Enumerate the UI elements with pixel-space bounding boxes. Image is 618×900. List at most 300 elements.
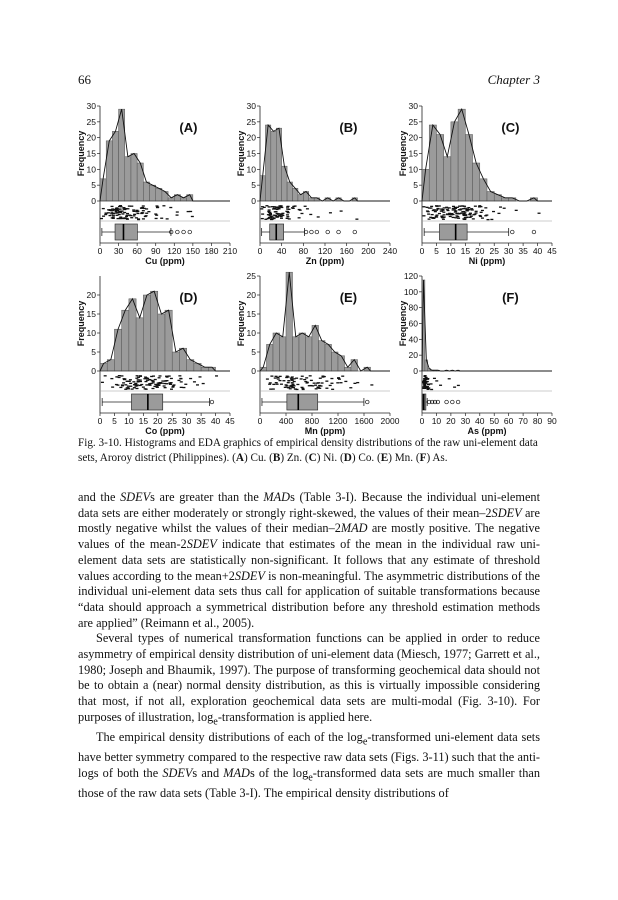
rug-mark bbox=[449, 216, 452, 217]
rug-mark bbox=[133, 387, 136, 388]
rug-mark bbox=[422, 215, 425, 216]
outlier-point bbox=[353, 230, 357, 234]
y-tick-label: 100 bbox=[403, 286, 418, 297]
x-tick-label: 800 bbox=[304, 416, 320, 426]
rug-mark bbox=[443, 214, 446, 215]
rug-mark bbox=[280, 214, 283, 215]
y-tick-label: 0 bbox=[91, 366, 96, 376]
paragraph-3 bbox=[78, 730, 540, 802]
y-axis-label: Frequency bbox=[76, 300, 86, 347]
text-run: are mostly positive. The negative values of the mean-2 bbox=[78, 521, 540, 552]
rug-mark bbox=[134, 383, 137, 384]
text-run: and the bbox=[78, 490, 121, 504]
rug-mark bbox=[122, 382, 125, 383]
rug-mark bbox=[275, 211, 278, 212]
rug-mark bbox=[126, 213, 129, 214]
x-tick-label: 0 bbox=[257, 246, 263, 256]
rug-mark bbox=[329, 385, 332, 386]
y-tick-label: 15 bbox=[408, 148, 418, 159]
rug-mark bbox=[154, 379, 157, 380]
rug-mark bbox=[463, 211, 466, 212]
rug-mark bbox=[426, 210, 429, 211]
rug-mark bbox=[142, 218, 145, 219]
histogram-bar bbox=[286, 272, 293, 371]
rug-mark bbox=[104, 214, 107, 215]
rug-mark bbox=[170, 378, 173, 379]
histogram-bar bbox=[293, 337, 300, 371]
y-tick-label: 20 bbox=[408, 132, 418, 143]
x-tick-label: 10 bbox=[124, 416, 134, 426]
rug-mark bbox=[109, 209, 112, 210]
rug-mark bbox=[329, 212, 332, 213]
rug-mark bbox=[503, 208, 506, 209]
histogram-bar bbox=[114, 329, 121, 371]
rug-mark bbox=[321, 376, 324, 377]
y-tick-label: 120 bbox=[403, 271, 418, 281]
rug-mark bbox=[163, 385, 166, 386]
y-tick-label: 10 bbox=[86, 164, 96, 175]
rug-mark bbox=[151, 388, 154, 389]
rug-mark bbox=[431, 214, 434, 215]
y-tick-label: 30 bbox=[86, 101, 96, 111]
rug-mark bbox=[422, 381, 425, 382]
rug-mark bbox=[165, 376, 168, 377]
rug-mark bbox=[125, 216, 128, 217]
rug-mark bbox=[303, 379, 306, 380]
rug-mark bbox=[135, 211, 138, 212]
rug-mark bbox=[423, 385, 426, 386]
x-tick-label: 35 bbox=[518, 246, 528, 256]
rug-mark bbox=[132, 211, 135, 212]
rug-mark bbox=[490, 219, 493, 220]
rug-mark bbox=[442, 219, 445, 220]
rug-mark bbox=[131, 388, 134, 389]
rug-mark bbox=[435, 380, 438, 381]
rug-mark bbox=[149, 385, 152, 386]
x-tick-label: 25 bbox=[167, 416, 177, 426]
rug-mark bbox=[370, 384, 373, 385]
rug-mark bbox=[136, 213, 139, 214]
rug-mark bbox=[499, 206, 502, 207]
rug-mark bbox=[286, 214, 289, 215]
rug-mark bbox=[468, 214, 471, 215]
outlier-point bbox=[176, 230, 180, 234]
y-tick-label: 80 bbox=[408, 302, 418, 313]
y-tick-label: 20 bbox=[86, 290, 96, 300]
rug-mark bbox=[309, 214, 312, 215]
histogram-bar bbox=[280, 337, 287, 371]
x-tick-label: 40 bbox=[532, 246, 543, 256]
histogram-bar bbox=[131, 154, 137, 202]
rug-mark bbox=[152, 382, 155, 383]
rug-mark bbox=[453, 386, 456, 387]
rug-mark bbox=[140, 207, 143, 208]
y-tick-label: 0 bbox=[251, 196, 256, 206]
y-tick-label: 5 bbox=[91, 347, 96, 357]
histogram-bar bbox=[151, 291, 158, 371]
rug-mark bbox=[278, 208, 281, 209]
rug-mark bbox=[139, 376, 142, 377]
histogram-bar bbox=[100, 179, 106, 201]
x-tick-label: 20 bbox=[153, 416, 163, 426]
rug-mark bbox=[306, 382, 309, 383]
rug-mark bbox=[132, 215, 135, 216]
rug-mark bbox=[300, 213, 303, 214]
rug-mark bbox=[448, 207, 451, 208]
rug-mark bbox=[147, 211, 150, 212]
x-tick-label: 45 bbox=[547, 246, 557, 256]
histogram-bar bbox=[273, 333, 280, 371]
text-run: MAD bbox=[340, 521, 368, 536]
rug-mark bbox=[191, 216, 194, 217]
rug-mark bbox=[538, 213, 541, 214]
rug-mark bbox=[479, 215, 482, 216]
x-tick-label: 60 bbox=[503, 416, 514, 426]
rug-mark bbox=[353, 383, 356, 384]
rug-mark bbox=[182, 387, 185, 388]
x-tick-label: 5 bbox=[112, 416, 117, 426]
rug-mark bbox=[107, 212, 110, 213]
rug-mark bbox=[124, 389, 127, 390]
histogram-bar bbox=[312, 325, 319, 371]
caption-text: ) As. bbox=[426, 451, 448, 464]
y-tick-label: 25 bbox=[246, 271, 256, 281]
x-tick-label: 240 bbox=[382, 246, 398, 256]
y-tick-label: 0 bbox=[251, 366, 256, 376]
y-tick-label: 0 bbox=[91, 196, 96, 206]
rug-mark bbox=[145, 377, 148, 378]
x-tick-label: 210 bbox=[222, 246, 238, 256]
rug-mark bbox=[300, 378, 303, 379]
rug-mark bbox=[160, 218, 163, 219]
text-run: SDEV bbox=[491, 505, 522, 520]
outlier-point bbox=[510, 230, 514, 234]
rug-mark bbox=[426, 207, 429, 208]
rug-mark bbox=[336, 382, 339, 383]
rug-mark bbox=[293, 385, 296, 386]
rug-mark bbox=[119, 208, 122, 209]
rug-mark bbox=[142, 210, 145, 211]
rug-mark bbox=[355, 219, 358, 220]
x-tick-label: 150 bbox=[185, 246, 200, 256]
text-run: e bbox=[308, 772, 313, 784]
rug-mark bbox=[151, 380, 154, 381]
rug-mark bbox=[198, 376, 201, 377]
y-tick-label: 25 bbox=[246, 116, 256, 127]
text-run: SDEV bbox=[162, 765, 193, 780]
text-run: s (Table 3-I). Because the individual uni-element data sets are either moderately or strongly right-skewed, the values of their mean–2 bbox=[78, 490, 540, 520]
rug-mark bbox=[486, 219, 489, 220]
rug-mark bbox=[144, 381, 147, 382]
rug-mark bbox=[148, 383, 151, 384]
histogram-panel bbox=[236, 271, 400, 436]
rug-mark bbox=[153, 386, 156, 387]
rug-mark bbox=[471, 209, 474, 210]
x-tick-label: 90 bbox=[150, 246, 161, 256]
rug-mark bbox=[314, 385, 317, 386]
rug-mark bbox=[285, 384, 288, 385]
rug-mark bbox=[422, 206, 425, 207]
histogram-panels bbox=[78, 98, 558, 434]
caption-ref-b: B bbox=[272, 451, 281, 464]
x-tick-label: 40 bbox=[210, 416, 221, 426]
x-axis-label: Co (ppm) bbox=[145, 426, 185, 436]
rug-mark bbox=[452, 209, 455, 210]
rug-mark bbox=[110, 378, 113, 379]
rug-mark bbox=[129, 379, 132, 380]
rug-mark bbox=[136, 381, 139, 382]
figure-3-10 bbox=[78, 98, 558, 434]
histogram-bar bbox=[480, 179, 487, 201]
x-tick-label: 30 bbox=[181, 416, 192, 426]
rug-mark bbox=[293, 378, 296, 379]
rug-mark bbox=[448, 378, 451, 379]
rug-mark bbox=[278, 380, 281, 381]
x-tick-label: 15 bbox=[138, 416, 149, 426]
rug-mark bbox=[157, 384, 160, 385]
x-tick-label: 25 bbox=[489, 246, 499, 256]
x-axis-label: As (ppm) bbox=[467, 426, 507, 436]
rug-mark bbox=[315, 388, 318, 389]
rug-mark bbox=[341, 376, 344, 377]
rug-mark bbox=[430, 383, 433, 384]
rug-mark bbox=[280, 215, 283, 216]
rug-mark bbox=[287, 376, 290, 377]
histogram-panel bbox=[236, 101, 397, 266]
rug-mark bbox=[299, 210, 302, 211]
rug-mark bbox=[456, 207, 459, 208]
x-tick-label: 80 bbox=[298, 246, 309, 256]
histogram-bar bbox=[338, 356, 345, 371]
panel-label: (A) bbox=[179, 120, 198, 135]
outlier-point bbox=[365, 400, 369, 404]
y-tick-label: 5 bbox=[251, 180, 256, 191]
rug-mark bbox=[438, 205, 441, 206]
rug-mark bbox=[126, 215, 129, 216]
rug-mark bbox=[215, 375, 218, 376]
rug-mark bbox=[340, 210, 343, 211]
x-tick-label: 160 bbox=[339, 246, 354, 256]
x-tick-label: 40 bbox=[475, 416, 485, 426]
rug-mark bbox=[308, 385, 311, 386]
rug-mark bbox=[433, 378, 436, 379]
caption-text: ) Co. ( bbox=[351, 451, 381, 464]
text-run: The empirical density distributions of each of the log bbox=[96, 730, 363, 744]
outlier-point bbox=[310, 230, 314, 234]
rug-mark bbox=[136, 375, 139, 376]
y-tick-label: 5 bbox=[91, 180, 96, 191]
panel-label: (B) bbox=[339, 120, 358, 135]
rug-mark bbox=[123, 379, 126, 380]
rug-mark bbox=[438, 213, 441, 214]
rug-mark bbox=[134, 385, 137, 386]
rug-mark bbox=[331, 389, 334, 390]
rug-mark bbox=[462, 214, 465, 215]
box-iqr bbox=[115, 224, 137, 240]
page-number: 66 bbox=[78, 72, 91, 87]
rug-mark bbox=[269, 214, 272, 215]
caption-label: Fig. 3-10. bbox=[78, 437, 122, 449]
outlier-point bbox=[337, 230, 341, 234]
box-iqr bbox=[287, 394, 318, 410]
rug-mark bbox=[294, 388, 297, 389]
text-run: -transformed uni-element data sets have better symmetry compared to the respective raw data sets (Figs. 3-11) such that the anti-logs of both the bbox=[78, 730, 540, 780]
text-run: SDEV bbox=[120, 490, 151, 504]
rug-mark bbox=[128, 381, 131, 382]
rug-mark bbox=[102, 208, 105, 209]
rug-mark bbox=[436, 214, 439, 215]
rug-mark bbox=[165, 380, 168, 381]
histogram-bar bbox=[271, 131, 276, 201]
rug-mark bbox=[112, 215, 115, 216]
histogram-bar bbox=[309, 198, 314, 201]
rug-mark bbox=[293, 381, 296, 382]
rug-mark bbox=[135, 388, 138, 389]
x-tick-label: 1600 bbox=[354, 416, 374, 426]
outlier-point bbox=[451, 400, 455, 404]
rug-mark bbox=[454, 211, 457, 212]
caption-text: Histograms and EDA graphics of empirical density distributions of the raw uni-element data sets, Aroroy district (Philippines). ( bbox=[78, 437, 538, 464]
x-tick-label: 30 bbox=[460, 416, 471, 426]
histogram-bar bbox=[143, 295, 150, 371]
rug-mark bbox=[119, 205, 122, 206]
rug-mark bbox=[165, 383, 168, 384]
rug-mark bbox=[269, 217, 272, 218]
rug-mark bbox=[155, 215, 158, 216]
rug-mark bbox=[480, 212, 483, 213]
rug-mark bbox=[470, 208, 473, 209]
rug-mark bbox=[472, 218, 475, 219]
rug-mark bbox=[440, 210, 443, 211]
rug-mark bbox=[338, 379, 341, 380]
rug-mark bbox=[439, 385, 442, 386]
x-tick-label: 1200 bbox=[328, 416, 348, 426]
x-tick-label: 70 bbox=[518, 416, 528, 426]
x-tick-label: 50 bbox=[489, 416, 499, 426]
histogram-bar bbox=[143, 182, 149, 201]
outlier-point bbox=[315, 230, 319, 234]
rug-mark bbox=[127, 388, 130, 389]
panel-label: (D) bbox=[179, 290, 198, 305]
y-tick-label: 0 bbox=[413, 366, 418, 376]
caption-text: ) Cu. ( bbox=[243, 451, 273, 464]
histogram-bar bbox=[306, 337, 313, 371]
rug-mark bbox=[129, 383, 132, 384]
histogram-bar bbox=[156, 188, 162, 201]
x-tick-label: 10 bbox=[446, 246, 456, 256]
rug-mark bbox=[268, 212, 271, 213]
y-tick-label: 5 bbox=[413, 180, 418, 191]
text-run: -transformation is applied here. bbox=[217, 709, 373, 724]
rug-mark bbox=[310, 380, 313, 381]
rug-mark bbox=[180, 381, 183, 382]
rug-mark bbox=[202, 383, 205, 384]
x-tick-label: 35 bbox=[196, 416, 206, 426]
text-run: are mostly negative whilst the values of their median–2 bbox=[78, 505, 540, 536]
y-axis-label: Frequency bbox=[236, 300, 246, 347]
rug-mark bbox=[184, 384, 187, 385]
rug-mark bbox=[116, 384, 119, 385]
rug-mark bbox=[484, 207, 487, 208]
rug-mark bbox=[100, 218, 103, 219]
rug-mark bbox=[144, 388, 147, 389]
rug-mark bbox=[272, 218, 275, 219]
rug-mark bbox=[135, 217, 138, 218]
y-tick-label: 20 bbox=[86, 132, 96, 143]
rug-mark bbox=[288, 209, 291, 210]
x-tick-label: 200 bbox=[361, 246, 376, 256]
rug-mark bbox=[287, 382, 290, 383]
rug-mark bbox=[268, 384, 271, 385]
text-run: SDEV bbox=[186, 537, 217, 552]
rug-mark bbox=[309, 375, 312, 376]
body-text bbox=[78, 490, 540, 802]
rug-mark bbox=[261, 206, 264, 207]
rug-mark bbox=[330, 378, 333, 379]
rug-mark bbox=[454, 208, 457, 209]
rug-mark bbox=[284, 387, 287, 388]
rug-mark bbox=[275, 376, 278, 377]
rug-mark bbox=[461, 205, 464, 206]
text-run: e bbox=[362, 736, 368, 748]
rug-mark bbox=[280, 218, 283, 219]
rug-mark bbox=[129, 215, 132, 216]
y-tick-label: 0 bbox=[413, 196, 418, 206]
y-tick-label: 15 bbox=[86, 309, 96, 319]
panel-label: (E) bbox=[339, 290, 358, 305]
caption-ref-e: E bbox=[380, 451, 389, 464]
rug-mark bbox=[126, 208, 129, 209]
histogram-panel bbox=[398, 101, 557, 266]
rug-mark bbox=[452, 214, 455, 215]
rug-mark bbox=[268, 206, 271, 207]
y-tick-label: 10 bbox=[408, 164, 418, 175]
rug-mark bbox=[316, 382, 319, 383]
rug-mark bbox=[146, 380, 149, 381]
rug-mark bbox=[169, 383, 172, 384]
x-tick-label: 0 bbox=[257, 416, 263, 426]
rug-mark bbox=[196, 384, 199, 385]
rug-mark bbox=[426, 381, 429, 382]
histogram-bar bbox=[436, 135, 443, 202]
histogram-bar bbox=[201, 367, 208, 371]
outlier-point bbox=[210, 400, 214, 404]
rug-mark bbox=[273, 215, 276, 216]
histogram-panel bbox=[76, 276, 235, 436]
rug-mark bbox=[478, 206, 481, 207]
x-tick-label: 400 bbox=[278, 416, 294, 426]
x-tick-label: 10 bbox=[431, 416, 442, 426]
rug-mark bbox=[430, 389, 433, 390]
y-tick-label: 20 bbox=[408, 350, 418, 361]
rug-mark bbox=[121, 384, 124, 385]
rug-mark bbox=[423, 376, 426, 377]
rug-mark bbox=[130, 217, 133, 218]
histogram-bar bbox=[165, 310, 172, 371]
rug-mark bbox=[311, 385, 314, 386]
rug-mark bbox=[275, 382, 278, 383]
rug-mark bbox=[189, 378, 192, 379]
x-axis-label: Cu (ppm) bbox=[145, 256, 185, 266]
rug-mark bbox=[286, 216, 289, 217]
rug-mark bbox=[430, 206, 433, 207]
rug-mark bbox=[193, 381, 196, 382]
rug-mark bbox=[465, 217, 468, 218]
rug-mark bbox=[287, 380, 290, 381]
text-run: -transformed data sets are much smaller than those of the raw data sets (Table 3-I). The empirical density distributions of bbox=[78, 765, 540, 801]
x-tick-label: 20 bbox=[446, 416, 456, 426]
rug-mark bbox=[313, 383, 316, 384]
